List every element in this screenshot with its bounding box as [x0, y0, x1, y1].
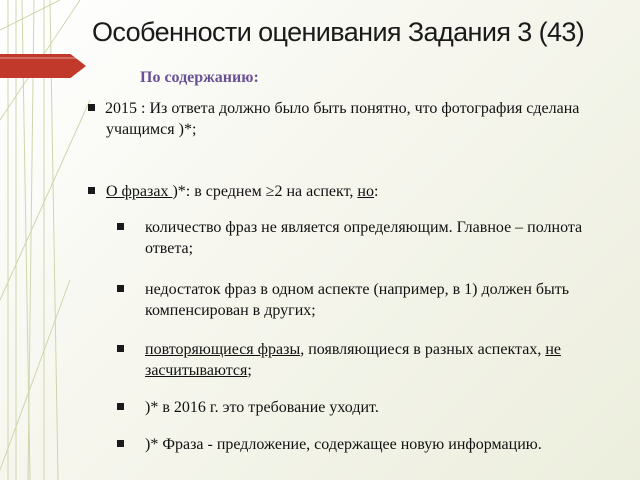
sub-bullet-text: )* в 2016 г. это требование уходит.	[145, 399, 379, 416]
sub-bullet-2016	[117, 397, 607, 418]
slide-title: Особенности оценивания Задания 3 (43)	[92, 17, 585, 47]
sub-bullet-text: количество фраз не является определяющим. Главное – полнота ответа;	[145, 219, 583, 257]
sub-bullet-text: )* Фраза - предложение, содержащее новую информацию.	[145, 436, 542, 453]
bullet-text	[88, 181, 608, 202]
sub-bullet-text	[117, 339, 607, 381]
sub-bullet-phrase-definition	[117, 434, 607, 455]
phrases-link[interactable]: О фразах	[106, 183, 173, 200]
sub-bullet-text: недостаток фраз в одном аспекте (например, в 1) должен быть компенсирован в других;	[145, 281, 570, 319]
bullet-marker	[117, 345, 124, 352]
title-accent-arrow	[0, 54, 86, 78]
not-counted-underlined: не засчитываются	[145, 341, 561, 379]
bullet-phrases	[88, 181, 608, 202]
repeats-middle: , появляющиеся в разных аспектах,	[300, 341, 546, 358]
phrases-middle: )*: в среднем ≥2 на аспект,	[172, 183, 358, 200]
but-underlined: но	[357, 183, 374, 200]
bullet-marker	[117, 223, 124, 230]
phrases-end: :	[373, 183, 379, 200]
bullet-marker	[117, 285, 124, 292]
sub-bullet-lack	[117, 279, 607, 321]
bullet-2015	[88, 98, 608, 140]
sub-bullet-count	[117, 217, 607, 259]
bullet-marker	[117, 403, 124, 410]
sub-bullet-repeats	[117, 339, 607, 381]
bullet-marker	[88, 187, 95, 194]
repeats-underlined: повторяющиеся фразы	[145, 341, 301, 358]
repeats-end: ;	[247, 362, 252, 379]
bullet-text: 2015 : Из ответа должно было быть понятно, что фотография сделана учащимся )*;	[105, 100, 580, 138]
bullet-marker	[88, 104, 95, 111]
bullet-marker	[117, 440, 124, 447]
content-subheading: По содержанию:	[140, 69, 259, 86]
